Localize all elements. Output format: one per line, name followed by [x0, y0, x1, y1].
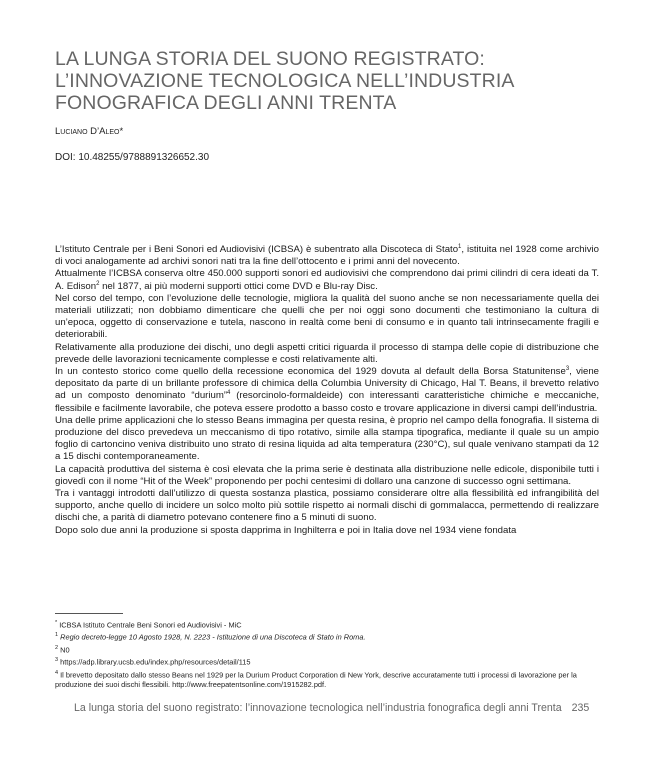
footnote-text: N0	[58, 645, 70, 655]
paragraph-text: Tra i vantaggi introdotti dall’utilizzo di questa sostanza plastica, possiamo considerare oltre alla flessibilità ed infrangibilità del supporto, anche quello di incidere un solco molto più sottile rispetto ai normali dischi di gommalacca, permettendo di realizzare dischi che, a parità di diametro potevano contenere fino a 5 minuti di suono.	[55, 488, 599, 524]
body-paragraph	[55, 415, 599, 464]
paragraph-text: nel 1877, ai più moderni supporti ottici come DVD e Blu-ray Disc.	[99, 280, 378, 292]
author-name: Luciano D’Aleo	[55, 126, 120, 137]
doi-line: DOI: 10.48255/9788891326652.30	[55, 152, 210, 163]
footnote-separator	[55, 613, 123, 614]
body-paragraph	[55, 342, 599, 366]
paragraph-text: L’Istituto Centrale per i Beni Sonori ed Audiovisivi (ICBSA) è subentrato alla Discoteca di Stato	[55, 244, 459, 255]
paragraph-text: , viene depositato da parte di un brillante professore di chimica della Columbia University di Chicago, Hal T. Beans, il brevetto relativo ad un composto denominato “durium”	[55, 366, 599, 402]
footnote-item	[55, 630, 599, 642]
body-paragraph	[55, 268, 599, 292]
paragraph-text: (resorcinolo-formaldeide) con interessanti caratteristiche chimiche e meccaniche, flessibile e facilmente lavorabile, che poteva essere prodotto a basso costo e trovare applicazione in diversi campi dell’industria.	[55, 390, 600, 414]
footnote-ref: 4	[227, 390, 231, 397]
footnote-ref: 2	[96, 280, 100, 287]
footnote-mark: *	[55, 620, 58, 626]
paragraph-text: Dopo solo due anni la produzione si sposta dapprima in Inghilterra e poi in Italia dove nel 1934 viene fondata	[55, 524, 517, 536]
footnote-ref: 3	[565, 365, 570, 372]
paragraph-text: Relativamente alla produzione dei dischi, uno degli aspetti critici riguarda il processo di stampa delle copie di distribuzione che prevede delle lavorazioni tecnicamente complesse e costi relativamente alti.	[55, 341, 599, 365]
footnotes	[55, 618, 599, 690]
footnote-ref: 1	[458, 243, 462, 250]
body-paragraph	[55, 488, 599, 525]
author-footnote-mark: *	[119, 126, 124, 137]
article-title	[55, 48, 615, 114]
body-paragraph	[55, 464, 599, 488]
footnote-mark: 4	[55, 669, 59, 676]
footnote-text: ICBSA Istituto Centrale Beni Sonori ed Audiovisivi - MiC	[57, 620, 242, 630]
paragraph-text: La capacità produttiva del sistema è così elevata che la prima serie è destinata alla distribuzione nelle edicole, disponibile tutti i giovedì con il nome “Hit of the Week” proponendo per pochi centesimi di dollaro una canzone di successo ogni settimana.	[55, 463, 599, 487]
article-title-line-2: L’INNOVAZIONE TECNOLOGICA NELL’INDUSTRIA	[55, 70, 515, 92]
footnote-text: Regio decreto-legge 10 Agosto 1928, N. 2223 - Istituzione di una Discoteca di Stato in Roma.	[58, 632, 366, 642]
body-paragraph	[55, 293, 599, 342]
footnote-mark: 2	[55, 644, 59, 651]
paragraph-text: Attualmente l’ICBSA conserva oltre 450.000 supporti sonori ed audiovisivi che comprendono dai primi cilindri di cera ideati da T. A. Edison	[55, 268, 599, 292]
body-paragraph	[55, 525, 599, 537]
paragraph-text: , istituita nel 1928 come archivio di voci analogamente ad archivi sonori nati tra la fine dell’ottocento e i primi anni del novecento.	[55, 244, 600, 268]
paragraph-text: Nel corso del tempo, con l’evoluzione delle tecnologie, migliora la qualità del suono anche se non necessariamente quella dei materiali utilizzati; non dobbiamo dimenticare che quelli che per noi oggi sono documenti che testimoniano la cultura di un’epoca, oggetto di conservazione e tutela, nascono in realtà come beni di consumo e in quanto tali intrinsecamente fragili e deteriorabili.	[55, 292, 599, 341]
footnote-item	[55, 643, 599, 655]
footnote-text: Il brevetto depositato dallo stesso Beans nel 1929 per la Durium Product Corporation di New York, descrive accuratamente tutti i processi di lavorazione per la produzione dei suoi dischi flessibili. http://www.freepatentsonline.com/1915282.pdf.	[55, 670, 577, 690]
paragraph-text: In un contesto storico come quello della recessione economica del 1929 dovuta al default della Borsa Statunitense	[55, 366, 566, 378]
footnote-item	[55, 668, 599, 690]
running-footer	[74, 702, 599, 714]
paragraph-text: Una delle prime applicazioni che lo stesso Beans immagina per questa resina, è proprio nel campo della fonografia. Il sistema di produzione del disco prevedeva un meccanismo di tipo rotativo, simile alla stampa tipografica, mediante il quale su un ampio foglio di cartoncino veniva distribuito uno strato di resina liquida ad alta temperatura (230°C), sul quale venivano stampati da 12 a 15 dischi contemporaneamente.	[55, 414, 599, 463]
author-byline	[55, 126, 123, 137]
body-paragraph	[55, 366, 599, 415]
page-number: 235	[571, 702, 590, 714]
footnote-text: https://adp.library.ucsb.edu/index.php/resources/detail/115	[58, 657, 251, 667]
footnote-item	[55, 655, 599, 667]
footnote-mark: 1	[55, 632, 59, 639]
article-title-line-1: LA LUNGA STORIA DEL SUONO REGISTRATO:	[55, 48, 485, 70]
footnote-item	[55, 618, 599, 630]
body-text	[55, 244, 599, 537]
running-title: La lunga storia del suono registrato: l’innovazione tecnologica nell’industria fonografica degli anni Trenta	[74, 702, 562, 714]
footnote-mark: 3	[55, 657, 59, 664]
article-title-line-3: FONOGRAFICA DEGLI ANNI TRENTA	[55, 92, 397, 114]
body-paragraph	[55, 244, 599, 268]
